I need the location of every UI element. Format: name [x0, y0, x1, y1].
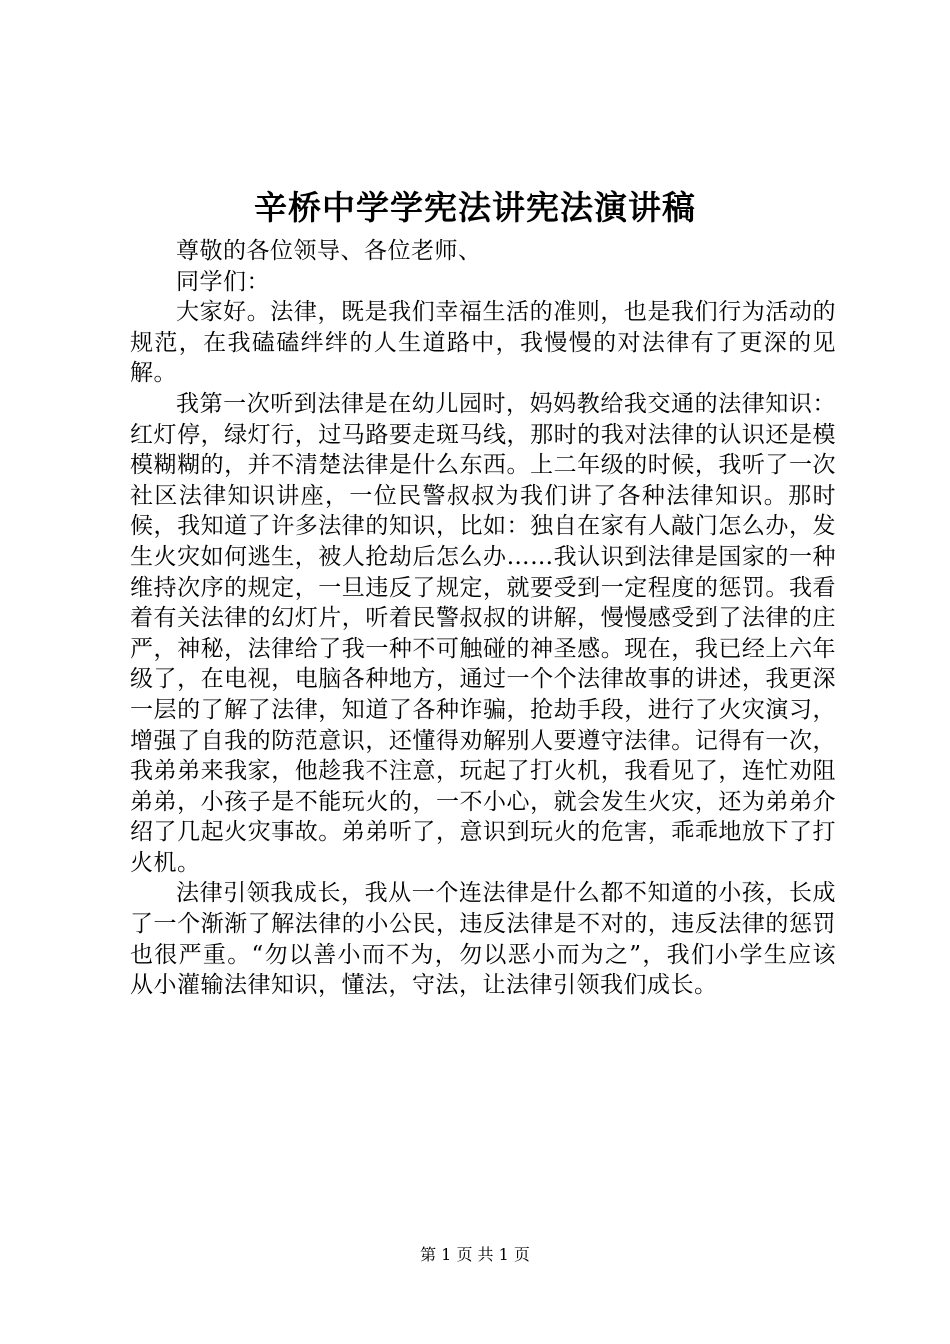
paragraph-1: 大家好。法律，既是我们幸福生活的准则，也是我们行为活动的规范，在我磕磕绊绊的人生道路中，我慢慢的对法律有了更深的见解。 — [130, 299, 836, 387]
paragraph-2: 我第一次听到法律是在幼儿园时，妈妈教给我交通的法律知识：红灯停，绿灯行，过马路要走斑马线，那时的我对法律的认识还是模模糊糊的，并不清楚法律是什么东西。上二年级的时候，我听了一次社区法律知识讲座，一位民警叔叔为我们讲了各种法律知识。那时候，我知道了许多法律的知识，比如：独自在家有人敲门怎么办，发生火灾如何逃生，被人抢劫后怎么办……我认识到法律是国家的一种维持次序的规定，一旦违反了规定，就要受到一定程度的惩罚。我看着有关法律的幻灯片，听着民警叔叔的讲解，慢慢感受到了法律的庄严，神秘，法律给了我一种不可触碰的神圣感。现在，我已经上六年级了，在电视，电脑各种地方，通过一个个法律故事的讲述，我更深一层的了解了法律，知道了各种诈骗，抢劫手段，进行了火灾演习，增强了自我的防范意识，还懂得劝解别人要遵守法律。记得有一次，我弟弟来我家，他趁我不注意，玩起了打火机，我看见了，连忙劝阻弟弟，小孩子是不能玩火的，一不小心，就会发生火灾，还为弟弟介绍了几起火灾事故。弟弟听了，意识到玩火的危害，乖乖地放下了打火机。 — [130, 390, 836, 876]
page-footer: 第 1 页 共 1 页 — [420, 1245, 530, 1264]
document-body — [130, 236, 836, 1001]
paragraph-3: 法律引领我成长，我从一个连法律是什么都不知道的小孩，长成了一个渐渐了解法律的小公民，违反法律是不对的，违反法律的惩罚也很严重。“勿以善小而不为，勿以恶小而为之”，我们小学生应该从小灌输法律知识，懂法，守法，让法律引领我们成长。 — [130, 880, 836, 999]
salutation-line-2: 同学们： — [176, 268, 270, 295]
document-title: 辛桥中学学宪法讲宪法演讲稿 — [254, 188, 696, 227]
salutation-line-1: 尊敬的各位领导、各位老师、 — [176, 238, 482, 264]
